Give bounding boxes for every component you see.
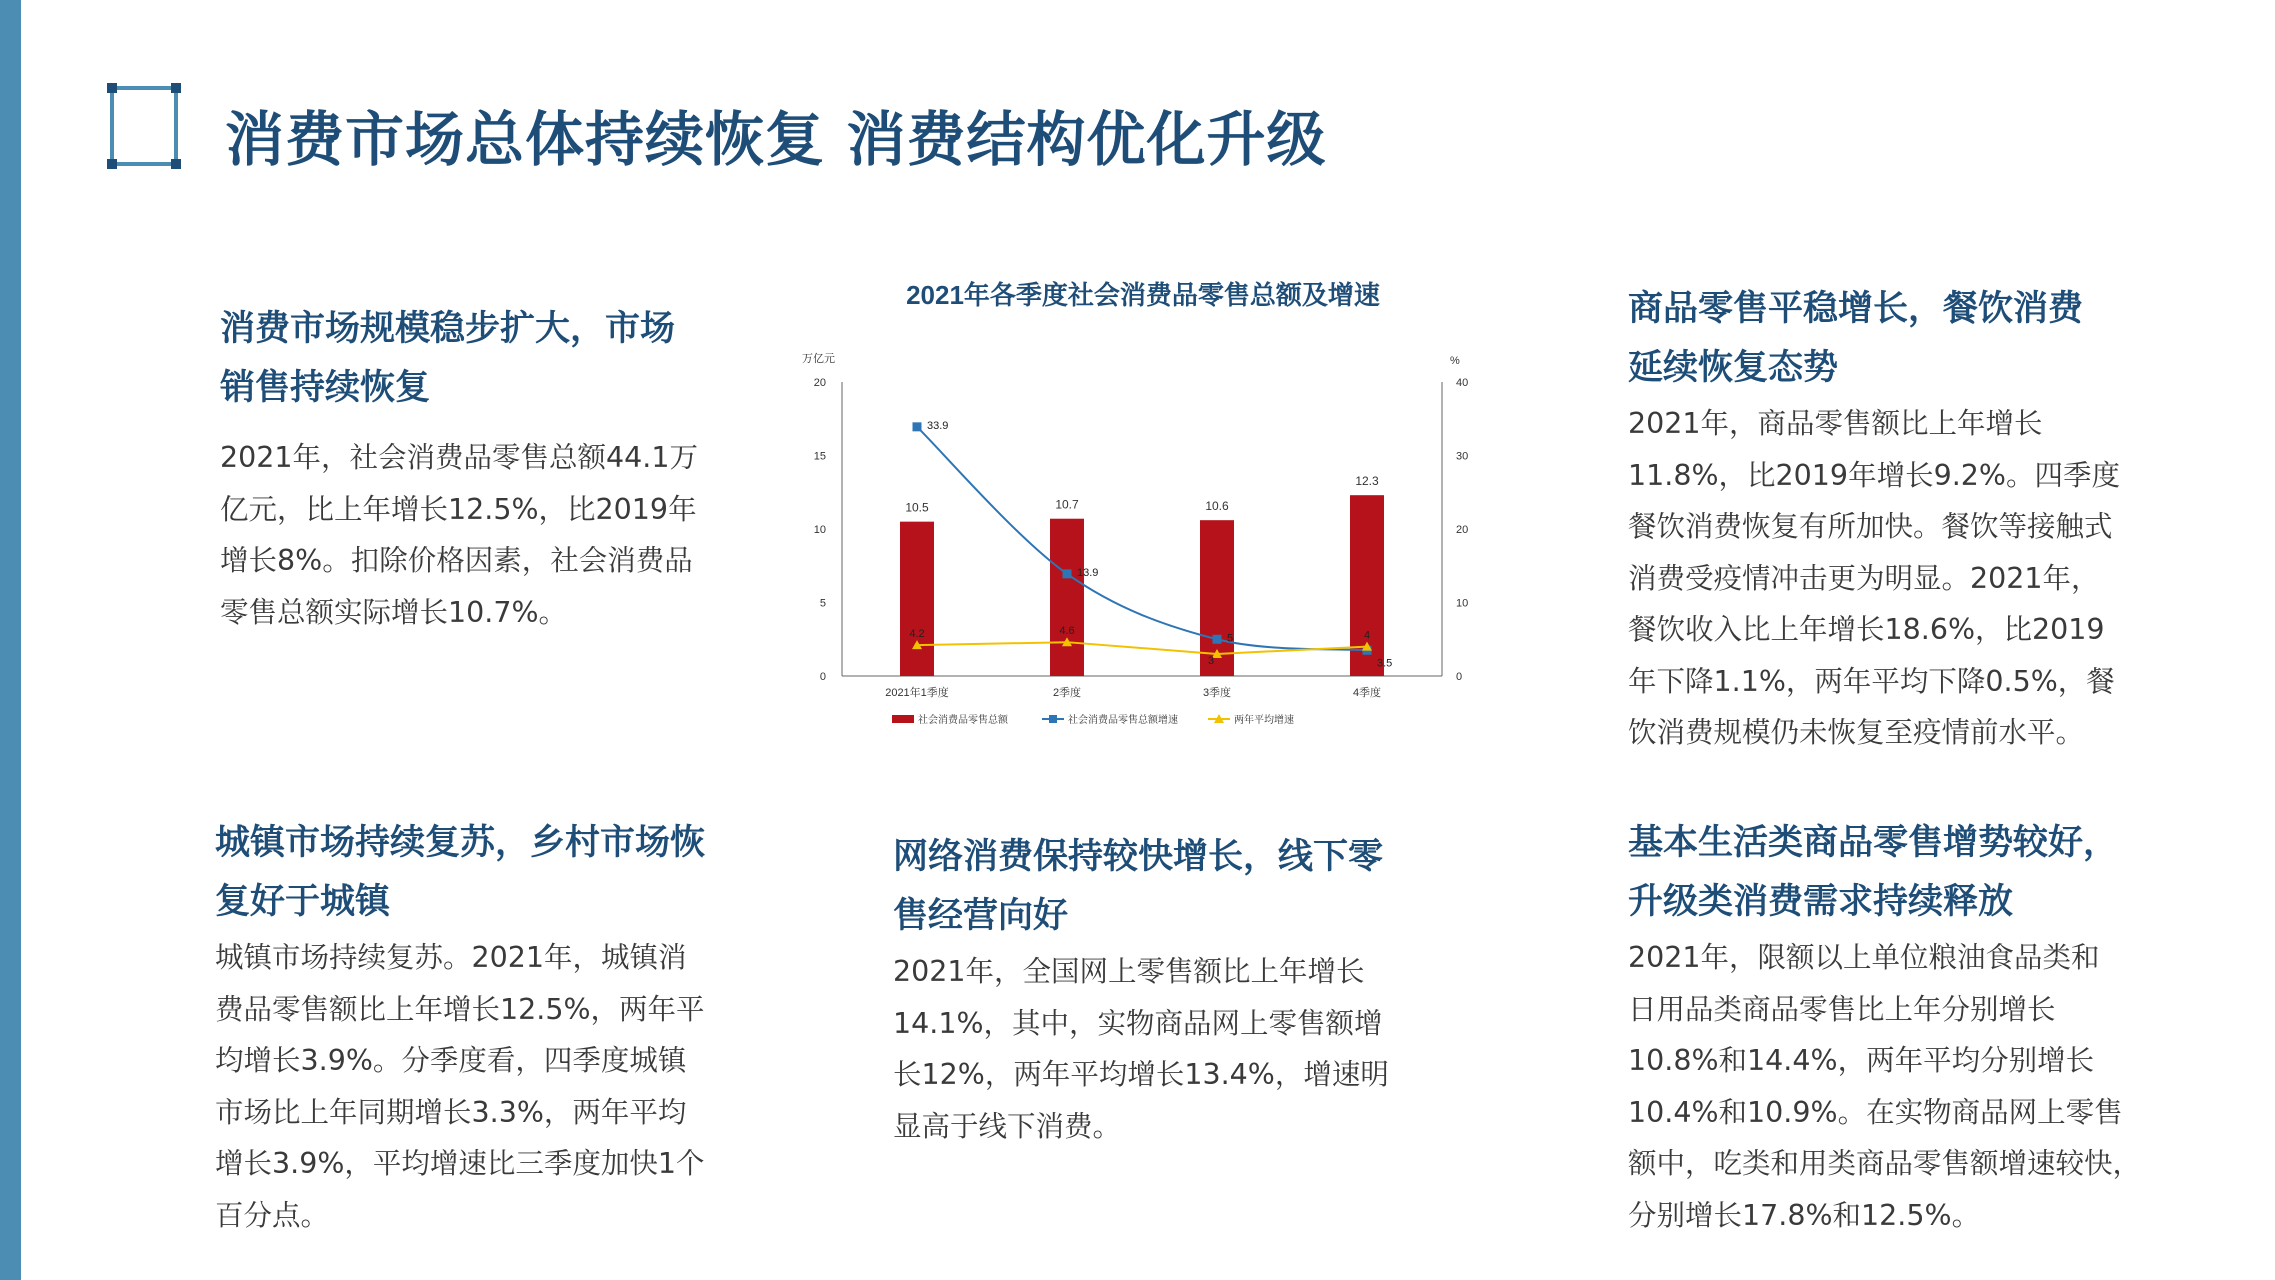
body-line: 均增长3.9%。分季度看，四季度城镇 <box>215 1044 687 1077</box>
legend-label: 两年平均增速 <box>1234 715 1294 726</box>
growth-rate-label: 3.5 <box>1377 657 1393 670</box>
left-tick-label: 20 <box>813 377 826 389</box>
scale-body <box>220 432 740 638</box>
left-tick-label: 15 <box>813 450 826 463</box>
body-line: 长12%，两年平均增长13.4%，增速明 <box>893 1058 1389 1091</box>
growth-rate-label: 13.9 <box>1077 566 1099 579</box>
body-line: 百分点。 <box>215 1198 330 1232</box>
urban-rural-section <box>215 814 735 1241</box>
category-label: 4季度 <box>1352 687 1382 699</box>
retail-sales-chart <box>780 278 1500 738</box>
average-rate-label: 4.6 <box>1059 625 1075 638</box>
average-rate-label: 4.2 <box>909 628 925 641</box>
bracket-frame-icon <box>104 80 184 172</box>
category-label: 2021年1季度 <box>885 687 949 699</box>
heading-line: 基本生活类商品零售增势较好， <box>1628 823 2119 863</box>
heading-line: 售经营向好 <box>893 896 1069 936</box>
body-line: 分别增长17.8%和12.5%。 <box>1628 1198 1981 1232</box>
body-line: 10.8%和14.4%，两年平均分别增长 <box>1628 1044 2095 1077</box>
body-line: 亿元，比上年增长12.5%，比2019年 <box>220 492 697 526</box>
body-line: 2021年，全国网上零售额比上年增长 <box>893 955 1365 988</box>
retail-catering-section <box>1628 280 2188 759</box>
sales-bar-label: 12.3 <box>1355 474 1379 489</box>
average-rate-label: 4 <box>1363 629 1371 642</box>
growth-rate-label: 5 <box>1227 632 1234 645</box>
sales-bar <box>1050 519 1084 676</box>
body-line: 餐饮消费恢复有所加快。餐饮等接触式 <box>1628 510 2113 543</box>
heading-line: 城镇市场持续复苏，乡村市场恢 <box>215 823 706 863</box>
online-heading <box>893 828 1413 946</box>
body-line: 城镇市场持续复苏。2021年，城镇消 <box>215 941 687 974</box>
right-tick-label: 10 <box>1456 597 1469 610</box>
heading-line: 复好于城镇 <box>215 882 391 922</box>
sales-bar-label: 10.7 <box>1055 497 1079 512</box>
scale-section <box>220 300 740 638</box>
retail-catering-heading <box>1628 280 2188 398</box>
body-line: 10.4%和10.9%。在实物商品网上零售 <box>1628 1095 2123 1129</box>
left-tick-label: 10 <box>813 524 826 536</box>
left-tick-label: 0 <box>819 671 826 683</box>
body-line: 日用品类商品零售比上年分别增长 <box>1628 992 2056 1026</box>
average-rate-label: 3 <box>1207 654 1215 667</box>
growth-rate-line <box>917 427 1367 650</box>
sales-bar <box>900 522 934 676</box>
growth-rate-point <box>1213 635 1222 644</box>
basic-goods-heading <box>1628 814 2208 932</box>
right-tick-label: 20 <box>1456 524 1469 536</box>
heading-line: 升级类消费需求持续释放 <box>1628 882 2014 922</box>
body-line: 2021年，社会消费品零售总额44.1万 <box>220 441 698 474</box>
urban-rural-body <box>215 932 735 1241</box>
body-line: 14.1%，其中，实物商品网上零售额增 <box>893 1006 1383 1040</box>
sales-bar-label: 10.5 <box>905 500 929 515</box>
body-line: 市场比上年同期增长3.3%，两年平均 <box>215 1095 687 1129</box>
category-label: 3季度 <box>1202 687 1232 699</box>
body-line: 饮消费规模仍未恢复至疫情前水平。 <box>1628 716 2085 749</box>
body-line: 餐饮收入比上年增长18.6%，比2019 <box>1628 613 2105 646</box>
right-axis-unit: % <box>1450 355 1460 367</box>
chart-title: 2021年各季度社会消费品零售总额及增速 <box>906 280 1380 310</box>
body-line: 增长3.9%，平均增速比三季度加快1个 <box>215 1147 705 1180</box>
left-axis-unit: 万亿元 <box>802 352 835 365</box>
body-line: 2021年，限额以上单位粮油食品类和 <box>1628 941 2100 974</box>
basic-goods-body <box>1628 932 2208 1241</box>
heading-line: 商品零售平稳增长，餐饮消费 <box>1628 289 2084 329</box>
retail-catering-body <box>1628 398 2188 759</box>
heading-line: 网络消费保持较快增长，线下零 <box>893 837 1384 877</box>
legend-marker <box>1049 715 1057 723</box>
body-line: 显高于线下消费。 <box>893 1109 1122 1143</box>
body-line: 增长8%。扣除价格因素，社会消费品 <box>220 544 693 577</box>
growth-rate-point <box>913 422 922 431</box>
scale-heading <box>220 300 740 418</box>
category-label: 2季度 <box>1052 687 1082 699</box>
left-tick-label: 5 <box>819 597 826 610</box>
body-line: 额中，吃类和用类商品零售额增速较快， <box>1628 1147 2142 1180</box>
right-tick-label: 30 <box>1456 450 1469 463</box>
online-section <box>893 828 1413 1152</box>
body-line: 11.8%，比2019年增长9.2%。四季度 <box>1628 458 2120 492</box>
right-tick-label: 0 <box>1456 671 1463 683</box>
legend-label: 社会消费品零售总额 <box>918 715 1008 726</box>
legend-label: 社会消费品零售总额增速 <box>1068 715 1178 726</box>
body-line: 零售总额实际增长10.7%。 <box>220 595 568 629</box>
right-tick-label: 40 <box>1456 377 1469 389</box>
body-line: 费品零售额比上年增长12.5%，两年平 <box>215 992 705 1026</box>
basic-goods-section <box>1628 814 2208 1241</box>
body-line: 年下降1.1%，两年平均下降0.5%，餐 <box>1628 664 2115 698</box>
page-title: 消费市场总体持续恢复 消费结构优化升级 <box>225 105 1327 174</box>
sales-bar-label: 10.6 <box>1205 499 1229 514</box>
side-accent-bar <box>0 0 21 1280</box>
legend-swatch <box>892 715 914 723</box>
heading-line: 延续恢复态势 <box>1628 348 1839 388</box>
body-line: 消费受疫情冲击更为明显。2021年， <box>1628 561 2100 595</box>
growth-rate-label: 33.9 <box>927 419 949 432</box>
urban-rural-heading <box>215 814 735 932</box>
body-line: 2021年，商品零售额比上年增长 <box>1628 407 2043 440</box>
heading-line: 销售持续恢复 <box>220 368 431 408</box>
heading-line: 消费市场规模稳步扩大，市场 <box>220 309 676 349</box>
online-body <box>893 946 1413 1152</box>
growth-rate-point <box>1063 569 1072 578</box>
